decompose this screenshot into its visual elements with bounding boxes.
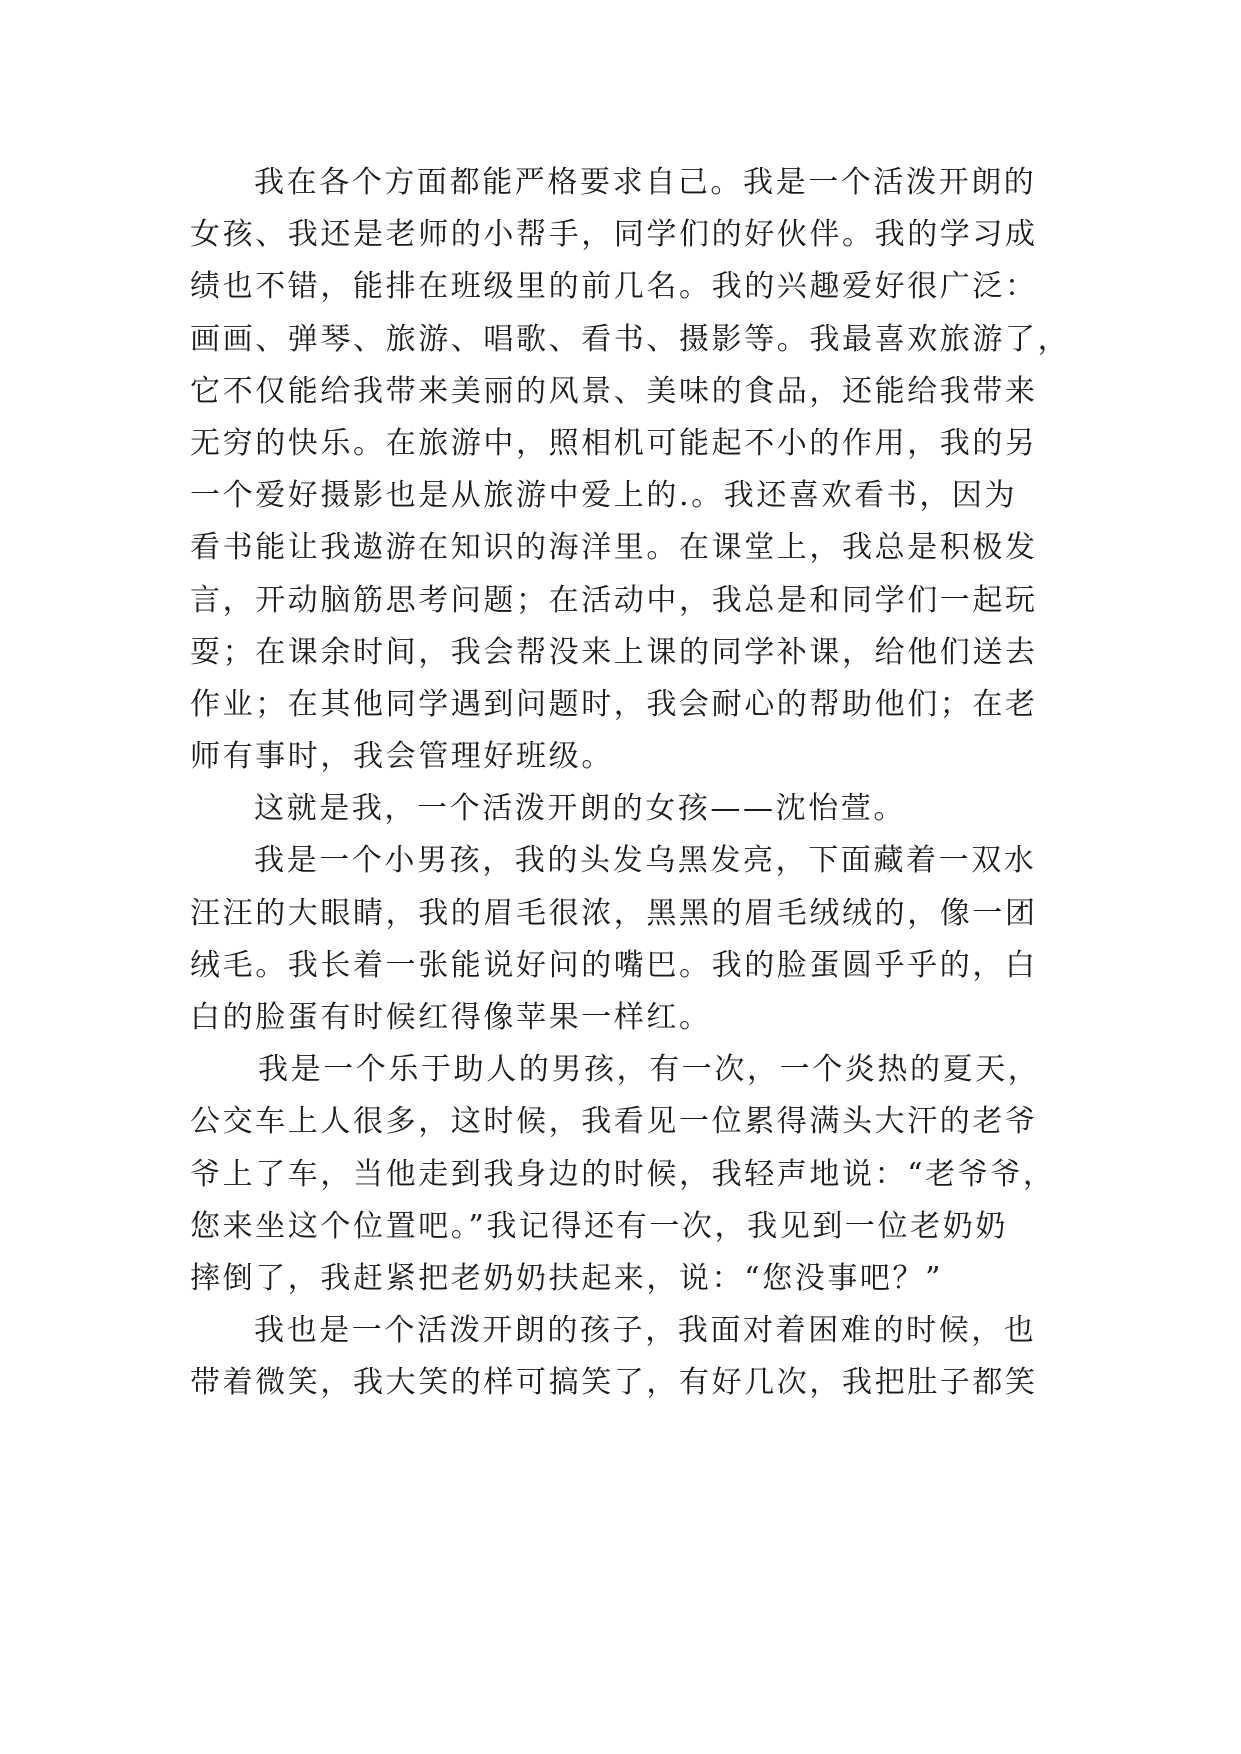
text-line: 爷上了车，当他走到我身边的时候，我轻声地说：“老爷爷，	[190, 1156, 1056, 1192]
text-line: 作业；在其他同学遇到问题时，我会耐心的帮助他们；在老	[190, 686, 1038, 722]
text-line: 画画、弹琴、旅游、唱歌、看书、摄影等。我最喜欢旅游了，	[190, 321, 1071, 357]
text-line: 汪汪的大眼睛，我的眉毛很浓，黑黑的眉毛绒绒的，像一团	[190, 895, 1038, 931]
text-line: 您来坐这个位置吧。”我记得还有一次，我见到一位老奶奶	[190, 1208, 1008, 1244]
text-line: 耍；在课余时间，我会帮没来上课的同学补课，给他们送去	[190, 634, 1038, 670]
text-line: 带着微笑，我大笑的样可搞笑了，有好几次，我把肚子都笑	[190, 1365, 1038, 1401]
text-line: 一个爱好摄影也是从旅游中爱上的.。我还喜欢看书，因为	[190, 478, 1018, 514]
text-line: 绒毛。我长着一张能说好问的嘴巴。我的脸蛋圆乎乎的，白	[190, 947, 1038, 983]
text-line: 无穷的快乐。在旅游中，照相机可能起不小的作用，我的另	[190, 425, 1038, 461]
document-body	[190, 157, 1071, 1410]
text-line: 公交车上人很多，这时候，我看见一位累得满头大汗的老爷	[190, 1104, 1038, 1140]
text-line: 女孩、我还是老师的小帮手，同学们的好伙伴。我的学习成	[190, 217, 1038, 253]
text-line: 这就是我，一个活泼开朗的女孩——沈怡萱。	[254, 791, 906, 827]
text-line: 看书能让我遨游在知识的海洋里。在课堂上，我总是积极发	[190, 530, 1038, 566]
text-line: 师有事时，我会管理好班级。	[190, 739, 614, 775]
text-line: 我是一个小男孩，我的头发乌黑发亮，下面藏着一双水	[254, 843, 1037, 879]
text-line: 它不仅能给我带来美丽的风景、美味的食品，还能给我带来	[190, 373, 1038, 409]
text-line: 我是一个乐于助人的男孩，有一次，一个炎热的夏天，	[258, 1052, 1041, 1088]
text-line: 言，开动脑筋思考问题；在活动中，我总是和同学们一起玩	[190, 582, 1038, 618]
text-line: 我也是一个活泼开朗的孩子，我面对着困难的时候，也	[254, 1313, 1037, 1349]
text-line: 绩也不错，能排在班级里的前几名。我的兴趣爱好很广泛：	[190, 269, 1038, 305]
text-line: 白的脸蛋有时候红得像苹果一样红。	[190, 1000, 712, 1035]
text-line: 摔倒了，我赶紧把老奶奶扶起来，说：“您没事吧？”	[190, 1260, 944, 1296]
text-line: 我在各个方面都能严格要求自己。我是一个活泼开朗的	[254, 165, 1037, 200]
